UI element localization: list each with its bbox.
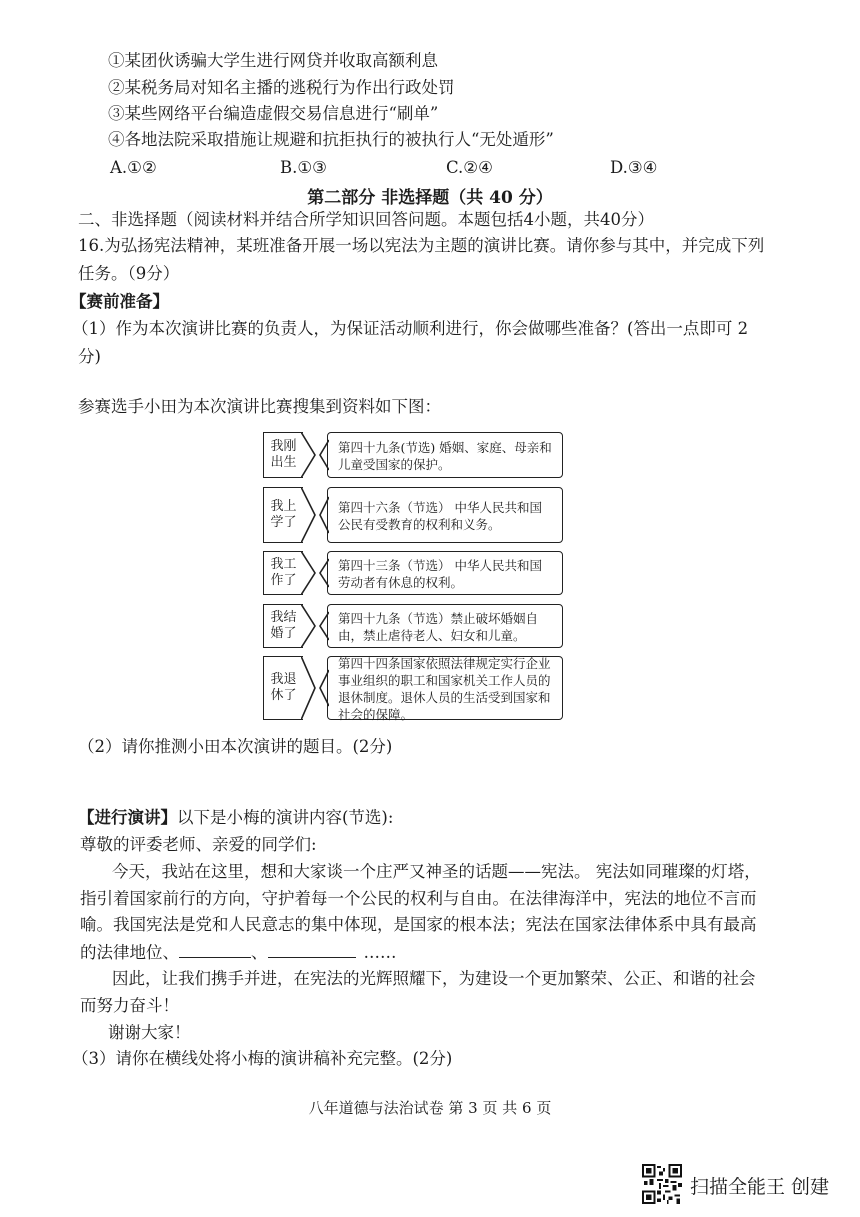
question-2: （2）请你推测小田本次演讲的题目。(2分) [78,737,393,756]
part-title: 第二部分 非选择题（共 40 分） [307,188,553,208]
timeline-row [263,656,563,720]
timeline-row [263,604,563,648]
watermark-text: 扫描全能王 创建 [690,1176,830,1198]
speech-p1-line1: 今天，我站在这里，想和大家谈一个庄严又神圣的话题——宪法。 宪法如同璀璨的灯塔， [112,862,761,881]
article-box: 第四十四条国家依照法律规定实行企业事业组织的职工和国家机关工作人员的退休制度。退休人员的生活受到国家和社会的保障。 [327,656,563,720]
stage-arrow-icon [301,432,317,478]
stage-label: 我上学了 [263,487,303,543]
speech-ellipsis: …… [363,943,397,962]
choice-d: D.③④ [610,158,658,177]
question-16-line1: 16.为弘扬宪法精神，某班准备开展一场以宪法为主题的演讲比赛。请你参与其中，并完成下列 [78,236,765,255]
statement-4: ④各地法院采取措施让规避和抗拒执行的被执行人“无处遁形” [108,130,554,149]
question-3: （3）请你在横线处将小梅的演讲稿补充完整。(2分) [72,1049,453,1068]
answer-blank-1[interactable] [179,941,251,958]
stage-arrow-icon [301,551,317,595]
timeline-row [263,432,563,478]
speech-p1-line3: 喻。我国宪法是党和人民意志的集中体现，是国家的根本法；宪法在国家法律体系中具有最高 [80,915,757,934]
article-box: 第四十九条(节选) 婚姻、家庭、母亲和儿童受国家的保护。 [327,432,563,478]
prep-label: 【赛前准备】 [70,292,169,311]
speech-p2-line1: 因此，让我们携手并进，在宪法的光辉照耀下，为建设一个更加繁荣、公正、和谐的社会 [112,969,756,988]
stage-label: 我刚出生 [263,432,303,478]
question-1-line1: （1）作为本次演讲比赛的负责人，为保证活动顺利进行，你会做哪些准备？(答出一点即可 2 [72,319,749,338]
qr-code-icon [642,1164,682,1204]
speech-label: 【进行演讲】 [78,808,177,827]
choice-b: B.①③ [280,158,327,177]
timeline-row [263,551,563,595]
speech-greeting: 尊敬的评委老师、亲爱的同学们: [80,835,317,854]
statement-2: ②某税务局对知名主播的逃税行为作出行政处罚 [108,78,455,97]
constitution-timeline-figure [263,428,563,728]
article-box: 第四十三条（节选） 中华人民共和国劳动者有休息的权利。 [327,551,563,595]
speech-p2-line2: 而努力奋斗！ [80,996,179,1015]
page-footer: 八年道德与法治试卷 第 3 页 共 6 页 [308,1099,552,1117]
stage-label: 我工作了 [263,551,303,595]
scanner-watermark [642,1162,842,1204]
speech-intro: 以下是小梅的演讲内容(节选): [177,808,394,827]
stage-arrow-icon [301,487,317,543]
stage-arrow-icon [301,604,317,648]
answer-blank-2[interactable] [268,941,356,958]
stage-label: 我结婚了 [263,604,303,648]
question-1-line2: 分) [78,347,101,366]
stage-arrow-icon [301,656,317,720]
article-box: 第四十九条（节选）禁止破坏婚姻自由，禁止虐待老人、妇女和儿童。 [327,604,563,648]
statement-1: ①某团伙诱骗大学生进行网贷并收取高额利息 [108,51,438,70]
choice-a: A.①② [110,158,157,177]
question-16-line2: 任务。（9分） [78,264,180,283]
section-heading: 二、非选择题（阅读材料并结合所学知识回答问题。本题包括4小题，共40分） [78,210,654,229]
materials-intro: 参赛选手小田为本次演讲比赛搜集到资料如下图： [78,397,441,416]
speech-thanks: 谢谢大家！ [108,1023,191,1042]
speech-p1-line4-start: 的法律地位、 [80,943,179,962]
speech-p1-line2: 指引着国家前行的方向，守护着每一个公民的权利与自由。在法律海洋中，宪法的地位不言而 [80,889,757,908]
timeline-row [263,487,563,543]
blank-separator: 、 [251,943,268,962]
stage-label: 我退休了 [263,656,303,720]
statement-3: ③某些网络平台编造虚假交易信息进行“刷单” [108,104,439,123]
speech-heading [78,807,790,829]
speech-p1-line4 [80,941,790,964]
choice-c: C.②④ [446,158,493,177]
article-box: 第四十六条（节选） 中华人民共和国公民有受教育的权利和义务。 [327,487,563,543]
